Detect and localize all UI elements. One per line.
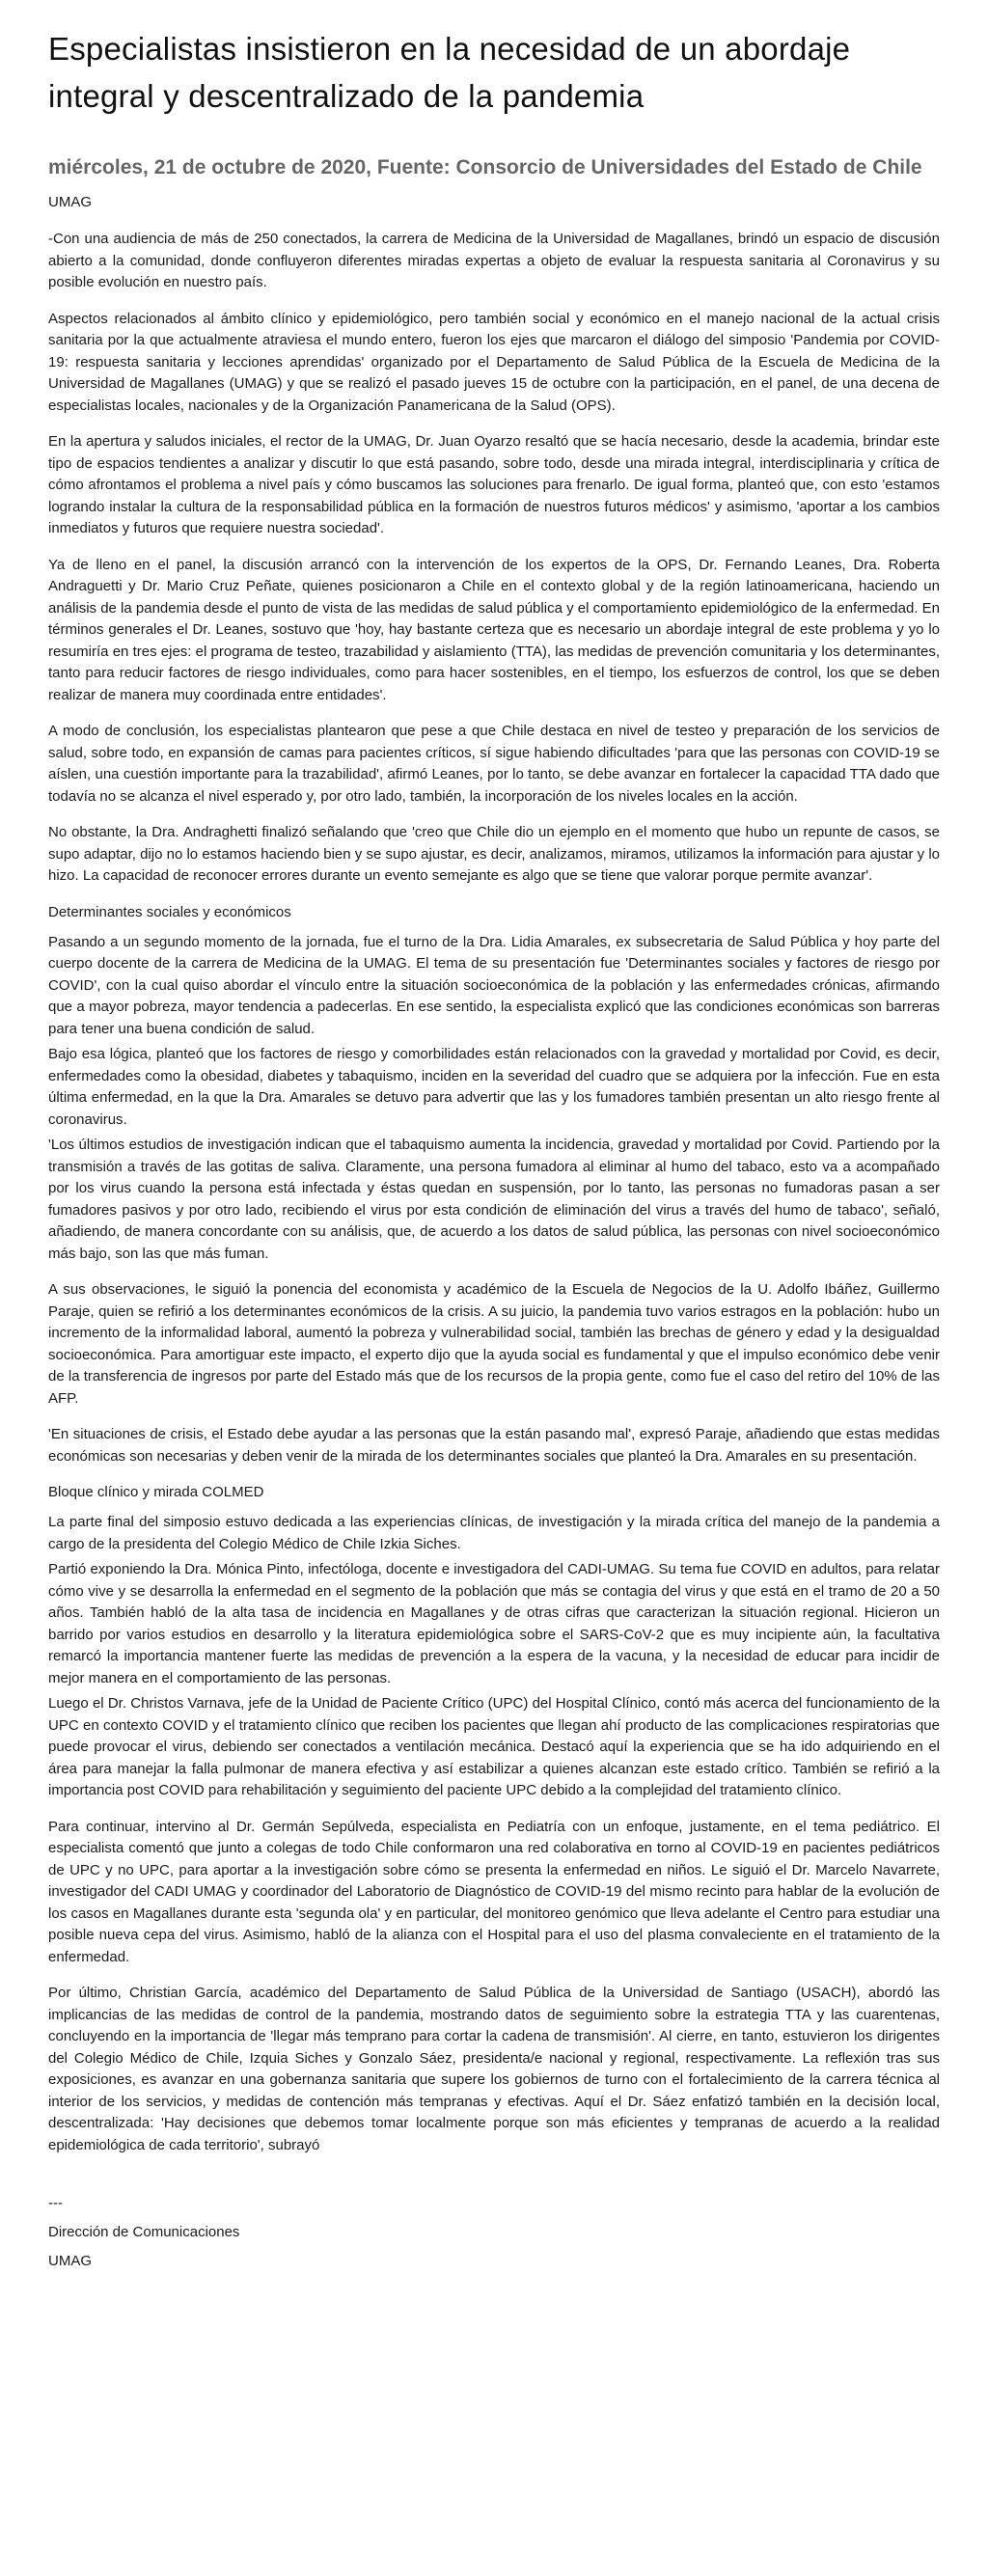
paragraph: Pasando a un segundo momento de la jornada, fue el turno de la Dra. Lidia Amarales, ex subsecretaria de Salud Pública y hoy parte del cuerpo docente de la carrera de Medicina de la UMAG. El tema de su presentación fue 'Determinantes sociales y factores de riesgo por COVID', con la cual quiso abordar el vínculo entre la situación socioeconómica de la población y las enfermedades crónicas, afirmando que a mayor pobreza, mayor tendencia a padecerlas. En ese sentido, la especialista explicó que las condiciones económicas son barreras para tener una buena condición de salud. bbox=[48, 933, 940, 1037]
footer-org: UMAG bbox=[48, 2253, 92, 2269]
paragraph: En la apertura y saludos iniciales, el rector de la UMAG, Dr. Juan Oyarzo resaltó que se hacía necesario, desde la academia, brindar este tipo de espacios tendientes a analizar y discutir lo que está pasando, sobre todo, desde una mirada integral, interdisciplinaria y crítica de cómo afrontamos el problema a nivel país y cómo buscamos las soluciones para frenarlo. De igual forma, planteó que, con esto 'estamos logrando instalar la cultura de la responsabilidad pública en la formación de nuestros futuros médicos' y asimismo, 'aportar a los cambios inmediatos y futuros que requiere nuestra sociedad'. bbox=[48, 433, 940, 536]
paragraph: No obstante, la Dra. Andraghetti finalizó señalando que 'creo que Chile dio un ejemplo en el momento que hubo un repunte de casos, se supo adaptar, dijo no lo estamos haciendo bien y se supo ajustar, es decir, analizamos, miramos, utilizamos la información para ajustar y lo hizo. La capacidad de reconocer errores durante un evento semejante es algo que se tiene que valorar porque permite avanzar'. bbox=[48, 824, 940, 884]
footer-department: Dirección de Comunicaciones bbox=[48, 2224, 240, 2240]
paragraph: A sus observaciones, le siguió la ponencia del economista y académico de la Escuela de Negocios de la U. Adolfo Ibáñez, Guillermo Paraje, quien se refirió a los determinantes económicos de la crisis. A su juicio, la pandemia tuvo varios estragos en la población: hubo un incremento de la informalidad laboral, aumentó la pobreza y vulnerabilidad social, también las brechas de género y edad y la desigualdad socioeconómica. Para amortiguar este impacto, el experto dijo que la ayuda social es fundamental y que el impulso económico debe venir de la transferencia de ingresos por parte del Estado más que de los recursos de la propia gente, como fue el caso del retiro del 10% de las AFP. bbox=[48, 1281, 940, 1407]
paragraph: Ya de lleno en el panel, la discusión arrancó con la intervención de los expertos de la OPS, Dr. Fernando Leanes, Dra. Roberta Andraguetti y Dr. Mario Cruz Peñate, quienes posicionaron a Chile en el contexto global y de la región latinoamericana, haciendo un análisis de la pandemia desde el punto de vista de las medidas de salud pública y el comportamiento epidemiológico de la enfermedad. En términos generales el Dr. Leanes, sostuvo que 'hoy, hay bastante certeza que es necesario un abordaje integral de este problema y yo lo resumiría en tres ejes: el programa de testeo, trazabilidad y aislamiento (TTA), las medidas de prevención comunitaria y los determinantes, tanto para reducir factores de riesgo individuales, como para hacer sostenibles, en el tiempo, los esfuerzos de control, los que se deben realizar de manera muy coordinada entre entidades'. bbox=[48, 556, 940, 703]
article-footer bbox=[48, 2193, 940, 2272]
paragraph: La parte final del simposio estuvo dedicada a las experiencias clínicas, de investigación y la mirada crítica del manejo de la pandemia a cargo de la presidenta del Colegio Médico de Chile Izkia Siches. bbox=[48, 1514, 940, 1552]
article-page bbox=[0, 25, 988, 2272]
paragraph: A modo de conclusión, los especialistas plantearon que pese a que Chile destaca en nivel de testeo y preparación de los servicios de salud, sobre todo, en expansión de camas para pacientes críticos, sí sigue habiendo dificultades 'para que las personas con COVID-19 se aíslen, una cuestión importante para la trazabilidad', afirmó Leanes, por lo tanto, se debe avanzar en fortalecer la capacidad TTA dado que todavía no se alcanza el nivel esperado y, por otro lado, también, la incorporación de los niveles locales en la acción. bbox=[48, 723, 940, 805]
paragraph: Aspectos relacionados al ámbito clínico y epidemiológico, pero también social y económico en el manejo nacional de la actual crisis sanitaria por la que actualmente atraviesa el mundo entero, fueron los ejes que marcaron el diálogo del simposio 'Pandemia por COVID-19: respuesta sanitaria y lecciones aprendidas' organizado por el Departamento de Salud Pública de la Escuela de Medicina de la Universidad de Magallanes (UMAG) y que se realizó el pasado jueves 15 de octubre con la participación, en el panel, de una decena de especialistas locales, nacionales y de la Organización Panamericana de la Salud (OPS). bbox=[48, 310, 940, 414]
section-heading-determinantes: Determinantes sociales y económicos bbox=[48, 903, 291, 920]
paragraph: Partió exponiendo la Dra. Mónica Pinto, infectóloga, docente e investigadora del CADI-UMAG. Su tema fue COVID en adultos, para relatar cómo vive y se desarrolla la enfermedad en el segmento de la población que más se contagia del virus y que está en el tramo de 20 a 50 años. También habló de la alta tasa de incidencia en Magallanes y de otras cifras que caracterizan la situación regional. Hicieron un barrido por varios estudios en desarrollo y la literatura epidemiológica sobre el SARS-CoV-2 que es muy incipiente aún, la facultativa remarcó la importancia mantener fuerte las medidas de prevención a la espera de la vacuna, y la necesidad de educar para incidir de mejor manera en el comportamiento de las personas. bbox=[48, 1561, 940, 1686]
article-org: UMAG bbox=[48, 194, 92, 210]
paragraph: 'En situaciones de crisis, el Estado debe ayudar a las personas que la están pasando mal', expresó Paraje, añadiendo que estas medidas económicas son necesarias y deben venir de la mirada de los determinantes sociales que planteó la Dra. Amarales en su presentación. bbox=[48, 1426, 940, 1465]
paragraph: Para continuar, intervino al Dr. Germán Sepúlveda, especialista en Pediatría con un enfoque, justamente, en el tema pediátrico. El especialista comentó que junto a colegas de todo Chile conformaron una red colaborativa en torno al COVID-19 en pacientes pediátricos de UPC y no UPC, para aportar a la investigación sobre cómo se presenta la enfermedad en niños. Le siguió el Dr. Marcelo Navarrete, investigador del CADI UMAG y coordinador del Laboratorio de Diagnóstico de COVID-19 del mismo recinto para hablar de la evolución de los casos en Magallanes durante esta 'segunda ola' y en particular, del monitoreo genómico que lleva adelante el Centro para estudiar una posible nueva cepa del virus. Asimismo, habló de la alianza con el Hospital para el uso del plasma convaleciente en el tratamiento de la enfermedad. bbox=[48, 1818, 940, 1965]
paragraph: -Con una audiencia de más de 250 conectados, la carrera de Medicina de la Universidad de Magallanes, brindó un espacio de discusión abierto a la comunidad, donde confluyeron diferentes miradas expertas a objeto de evaluar la respuesta sanitaria al Coronavirus y su posible evolución en nuestro país. bbox=[48, 231, 940, 290]
article-body bbox=[48, 229, 940, 2156]
article-meta: miércoles, 21 de octubre de 2020, Fuente: Consorcio de Universidades del Estado de Chile bbox=[48, 156, 922, 178]
article-title: Especialistas insistieron en la necesidad de un abordaje integral y descentralizado de la pandemia bbox=[48, 31, 851, 114]
section-heading-bloque-clinico: Bloque clínico y mirada COLMED bbox=[48, 1484, 264, 1500]
paragraph: Luego el Dr. Christos Varnava, jefe de la Unidad de Paciente Crítico (UPC) del Hospital Clínico, contó más acerca del funcionamiento de la UPC en contexto COVID y el tratamiento clínico que reciben los pacientes que llegan ahí producto de las complicaciones respiratorias que puede provocar el virus, debiendo ser conectados a ventilación mecánica. Destacó aquí la experiencia que se ha ido adquiriendo en el área para manejar la falla pulmonar de manera efectiva y así estabilizar a quienes alcanzan este estado crítico. También se refirió a la importancia post COVID para rehabilitación y seguimiento del paciente UPC debido a la complejidad del tratamiento clínico. bbox=[48, 1695, 940, 1798]
footer-separator: --- bbox=[48, 2195, 63, 2211]
paragraph: Bajo esa lógica, planteó que los factores de riesgo y comorbilidades están relacionados con la gravedad y mortalidad por Covid, es decir, enfermedades como la obesidad, diabetes y tabaquismo, inciden en la severidad del cuadro que se adquiera por la infección. Fue en esta última enfermedad, en la que la Dra. Amarales se detuvo para advertir que las y los fumadores también presentan un alto riesgo frente al coronavirus. bbox=[48, 1046, 940, 1128]
paragraph: Por último, Christian García, académico del Departamento de Salud Pública de la Universidad de Santiago (USACH), abordó las implicancias de las medidas de control de la pandemia, mostrando datos de seguimiento sobre la estrategia TTA y las cuarentenas, concluyendo en la importancia de 'llegar más temprano para cortar la cadena de transmisión'. Al cierre, en tanto, estuvieron los dirigentes del Colegio Médico de Chile, Izquia Siches y Gonzalo Sáez, presidenta/e nacional y regional, respectivamente. La reflexión tras sus exposiciones, es avanzar en una gobernanza sanitaria que supere los gobiernos de turno con el fortalecimiento de la carrera técnica al interior de los servicios, y medidas de contención más tempranas y efectivas. Aquí el Dr. Sáez enfatizó también en la decisión local, descentralizada: 'Hay decisiones que debemos tomar localmente porque son más eficientes y tempranas de acuerdo a la realidad epidemiológica de cada territorio', subrayó bbox=[48, 1985, 940, 2153]
paragraph: 'Los últimos estudios de investigación indican que el tabaquismo aumenta la incidencia, gravedad y mortalidad por Covid. Partiendo por la transmisión a través de las gotitas de saliva. Claramente, una persona fumadora al eliminar al humo del tabaco, esto va a acompañado por los virus cuando la persona está infectada y éstas quedan en suspensión, por lo tanto, las personas no fumadoras pasan a ser fumadores pasivos y por otro lado, recibiendo el virus por esta condición de eliminación del virus a través del humo de tabaco', señaló, añadiendo, de manera concordante con su análisis, que, de acuerdo a los datos de salud pública, las personas con nivel socioeconómico más bajo, son las que más fuman. bbox=[48, 1137, 940, 1262]
